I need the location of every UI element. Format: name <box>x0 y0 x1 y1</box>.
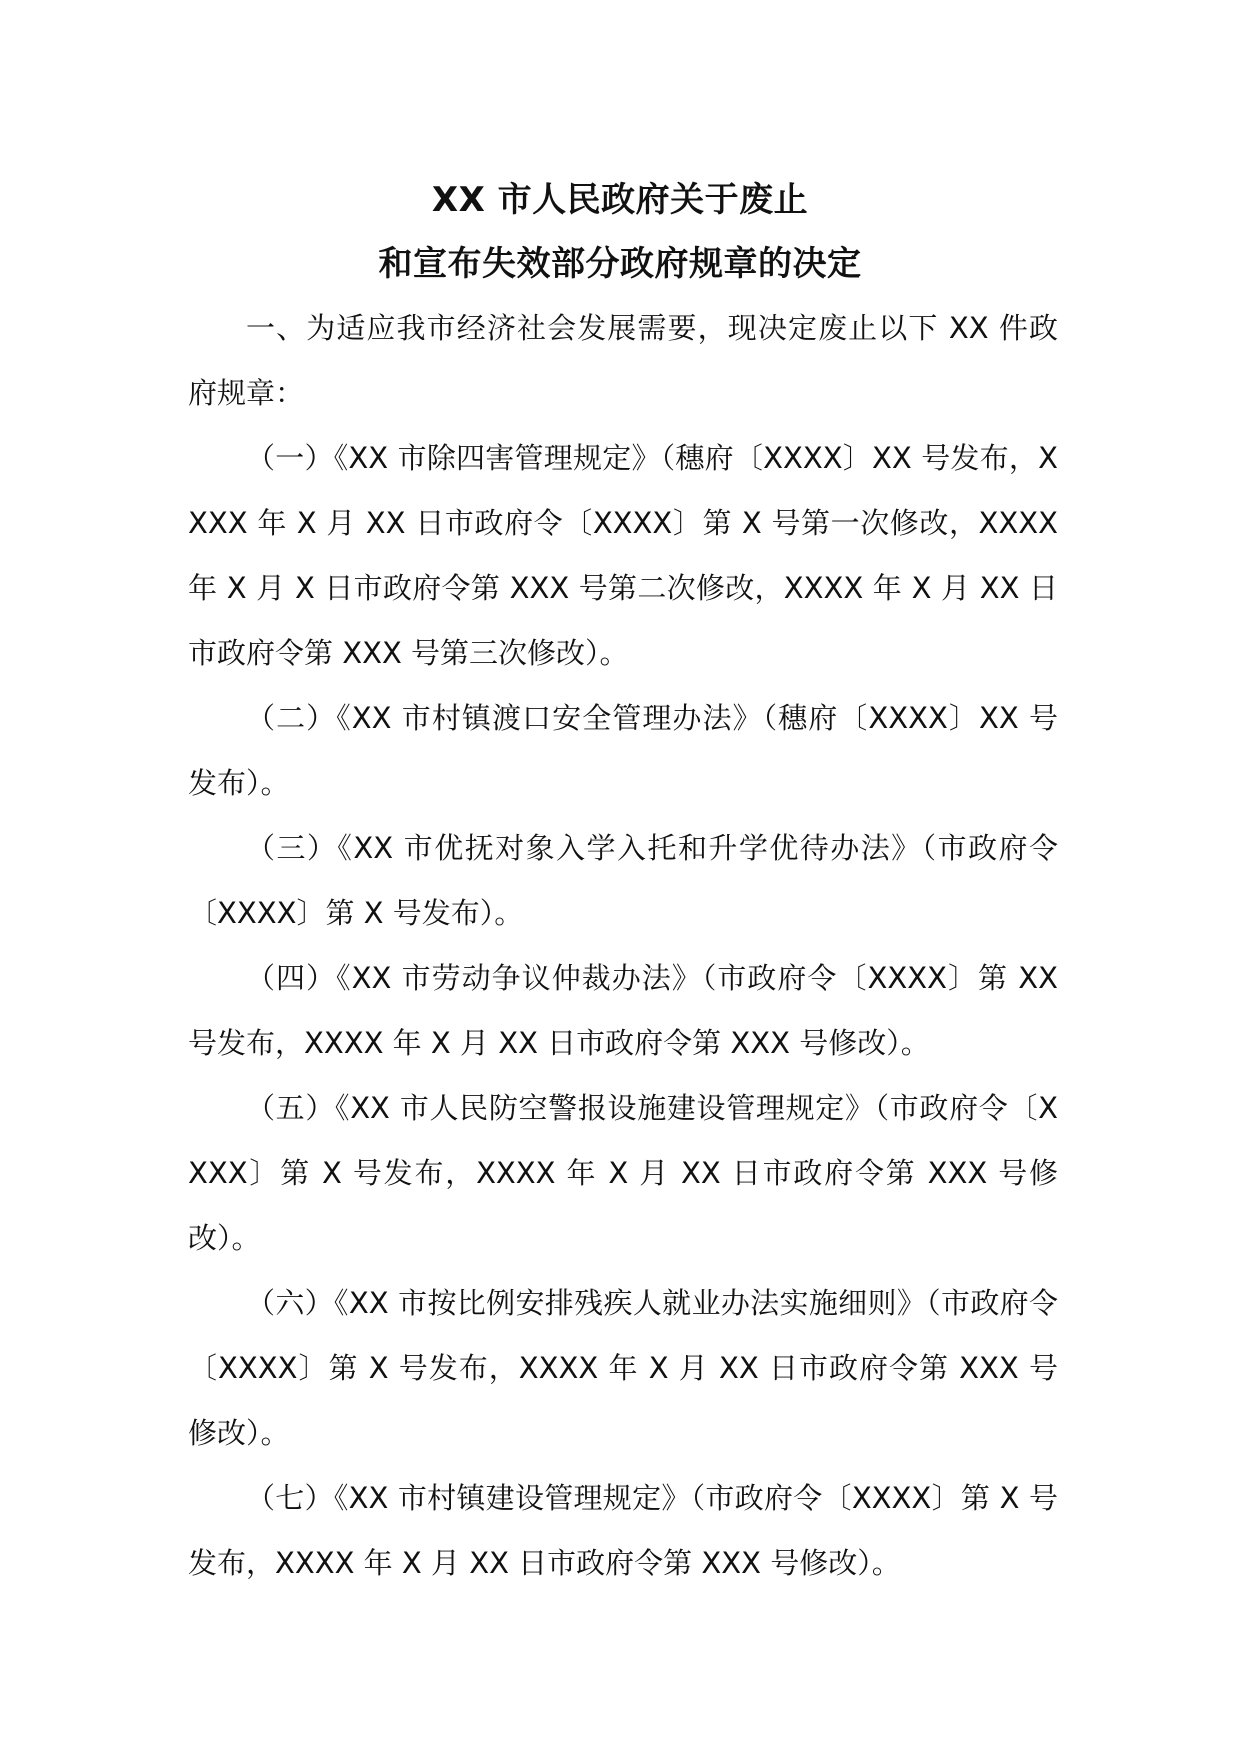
paragraph-item-2: （二）《XX 市村镇渡口安全管理办法》（穗府〔XXXX〕XX 号发布）。 <box>188 701 1058 800</box>
paragraph-item-4: （四）《XX 市劳动争议仲裁办法》（市政府令〔XXXX〕第 XX 号发布，XXXX 年 X 月 XX 日市政府令第 XXX 号修改）。 <box>188 961 1058 1060</box>
paragraph-item-5: （五）《XX 市人民防空警报设施建设管理规定》（市政府令〔XXXX〕第 X 号发布，XXXX 年 X 月 XX 日市政府令第 XXX 号修改）。 <box>188 1091 1058 1255</box>
document-title <box>0 168 1240 296</box>
paragraph-item-3: （三）《XX 市优抚对象入学入托和升学优待办法》（市政府令〔XXXX〕第 X 号发布）。 <box>188 831 1058 930</box>
document-body <box>188 296 1058 1596</box>
title-line-2: 和宣布失效部分政府规章的决定 <box>378 244 862 284</box>
paragraph-intro: 一、为适应我市经济社会发展需要，现决定废止以下 XX 件政府规章： <box>188 311 1058 410</box>
title-line-1: XX 市人民政府关于废止 <box>431 180 809 220</box>
paragraph-item-7: （七）《XX 市村镇建设管理规定》（市政府令〔XXXX〕第 X 号发布，XXXX 年 X 月 XX 日市政府令第 XXX 号修改）。 <box>188 1481 1058 1580</box>
paragraph-item-6: （六）《XX 市按比例安排残疾人就业办法实施细则》（市政府令〔XXXX〕第 X 号发布，XXXX 年 X 月 XX 日市政府令第 XXX 号修改）。 <box>188 1286 1058 1450</box>
paragraph-item-1: （一）《XX 市除四害管理规定》（穗府〔XXXX〕XX 号发布，XXXX 年 X 月 XX 日市政府令〔XXXX〕第 X 号第一次修改，XXXX 年 X 月 X 日市政府令第 XXX 号第二次修改，XXXX 年 X 月 XX 日市政府令第 XXX 号第三次修改）。 <box>188 441 1058 670</box>
